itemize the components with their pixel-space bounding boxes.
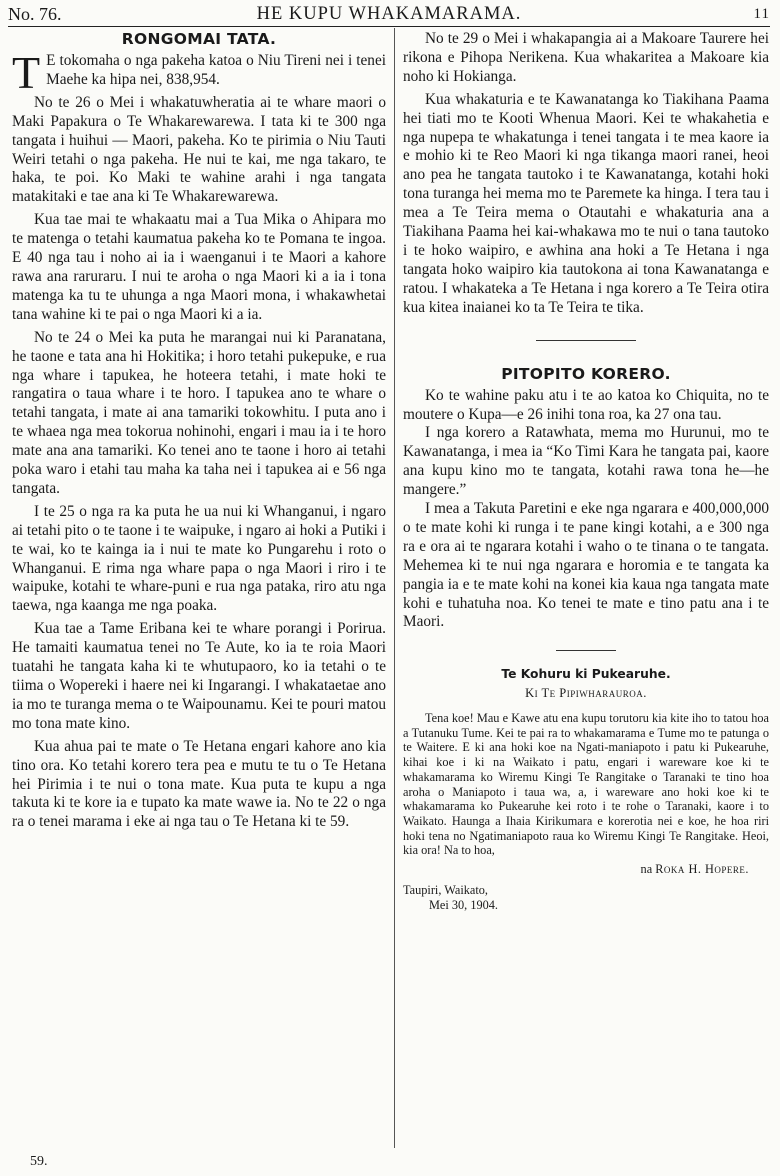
- issue-number: No. 76.: [8, 4, 62, 24]
- drop-cap: T: [12, 47, 41, 98]
- signature-name: Roka H. Hopere.: [655, 862, 749, 877]
- letter: [403, 667, 769, 912]
- column-divider: [394, 28, 395, 1148]
- section-heading-rongomai: RONGOMAI TATA.: [121, 30, 277, 48]
- article-paragraph: I mea a Takuta Paretini e eke nga ngarara e 400,000,000 o te mate kohi ki runga i te pane kingi kotahi, a e 300 nga ra e ora ai te ngarara kotahi i waho o te tinana o te tangata. Mehemea ki te nui nga ngarara e horomia e te tangata ka pangia ia e te mate kohi na konei kia kaua nga tangata mate kohi e tuhatuha noa. Ko tenei te mate e tino patu ana i te Maori.: [403, 500, 769, 631]
- left-column: [12, 30, 386, 832]
- article-paragraph: No te 24 o Mei ka puta he marangai nui ki Paranatana, he taone e tata ana hi Hokitika; i horo tetahi pukepuke, e rua nga whare i tapukea, he hoteera tetahi, i mate hoki te rangatira o taua whare i te horo. I tapukea ano te whare o tetahi tangata, i mate ai ana tamariki tokowhitu. I puta ano i te whaea nga mea tokorua nohinohi, engari i mau ia i te horo mate ana ana tamariki. Ko tenei ano te taone i horo ai tetahi poka waro i etahi tau maha ka taha nei i tapukea ai e 56 nga tangata.: [12, 328, 386, 497]
- publication-title: HE KUPU WHAKAMARAMA.: [256, 4, 522, 24]
- letter-separator: [556, 650, 616, 651]
- article-paragraph: Kua tae mai te whakaatu mai a Tua Mika o Ahipara mo te matenga o tetahi kaumatua pakeha ko te Pomana te ingoa. E 40 nga tau i noho ai ia i waenganui i te Maori a kahore rawa ana raruraru. I nui te aroha o nga Maori ki a ia i tona matenga ka tu te uhunga a nga Maori mona, i whakawhetai tana wahine ki te pai o nga Maori ki a ia.: [12, 211, 386, 323]
- article-paragraph: Kua whakaturia e te Kawanatanga ko Tiakihana Paama hei tiati mo te Kooti Whenua Maori. Kei te whakahetia e nga nupepa te whakatunga i tenei tangata i te mea kaore ia e mohio ki te Reo Maori ki nga tikanga maori ranei, heoi ano pea he tangata tautoko i te Kawanatanga, kotahi hoki tona turanga hei mema mo te Paremete ka hinga. I tera tau i mea a Te Teira mema o Otautahi e whakaturia ana a Tiakihana Paama hei kai-whakawa mo te nui o tana tautoko i te hoko waipiro, e awhina ana hoki a Te Hetana i nga tangata hoko waipiro kia tautokona ai tona Kawanatanga e ratou. I whakateka a Te Hetana i nga korero a Te Teira otira kua kitea inaianei ko ta Te Teira te tika.: [403, 90, 769, 316]
- letter-place-date: [403, 883, 769, 912]
- signature-prefix: na: [640, 862, 653, 877]
- article-paragraph: I nga korero a Ratawhata, mema mo Hurunui, mo te Kawanatanga, i mea ia “Ko Timi Kara he tangata pai, kaore ana kupu kino mo te tangata, kotahi rawa tona he—he mangere.”: [403, 424, 769, 499]
- letter-signature: [403, 862, 749, 877]
- footer-page-number: 59.: [30, 1154, 48, 1169]
- letter-date: Mei 30, 1904.: [429, 897, 498, 912]
- section-heading-pitopito: PITOPITO KORERO.: [501, 364, 671, 383]
- letter-place: Taupiri, Waikato,: [403, 883, 489, 898]
- article-paragraph: No te 26 o Mei i whakatuwheratia ai te whare maori o Maki Papakura o Te Whakarewarewa. I tata ki te 300 nga tangata i huihui — Maori, pakeha. Ko te pirimia o Niu Tauti Weiri tetahi o nga pakeha. He nui te kai, me nga takaro, te haka, te poi. Ko Maki te wahine arahi i nga tangata matakitaki e tae ana ki Te Whakarewarewa.: [12, 93, 386, 206]
- right-column: [403, 30, 769, 913]
- article-paragraph: Kua ahua pai te mate o Te Hetana engari kahore ano kia tino ora. Ko tetahi korero tera pea e mutu te tu o Te Hetana hei Pirimia i te nui o tona mate. Kua puta te kupu a nga takuta ki te kore ia e tupato ka mate wawe ia. No te 22 o nga ra o tenei marama i eke ai nga tau o Te Hetana ki te 59.: [12, 737, 386, 831]
- article-paragraph: No te 29 o Mei i whakapangia ai a Makoare Taurere hei rikona e Pihopa Nerikena. Kua whakaritea a Makoare kia noho ki Hokianga.: [403, 30, 769, 85]
- intro-paragraph: [12, 47, 386, 98]
- page-header: [8, 4, 770, 27]
- intro-text: E tokomaha o nga pakeha katoa o Niu Tireni nei i tenei Maehe ka hipa nei, 838,954.: [46, 52, 386, 88]
- section-separator: [536, 340, 636, 341]
- article-paragraph: Ko te wahine paku atu i te ao katoa ko Chiquita, no te moutere o Kupa—e 26 inihi tona roa, ka 27 ona tau.: [403, 386, 769, 423]
- article-paragraph: I te 25 o nga ra ka puta he ua nui ki Whanganui, i ngaro ai tetahi pito o te taone i te waipuke, i ngaro ai hoki a Putiki i te wai, ko te kainga ia i nui te mate ko Pungarehu i roto o Whanganui. E rima nga whare papa o nga Maori i riro i te waipuke, kotahi te whare-puni e rua nga pataka, riro atu nga taewa, nga kaanga me nga poaka.: [12, 502, 386, 615]
- letter-recipient: Ki Te Pipiwharauroa.: [525, 686, 647, 701]
- letter-body: Tena koe! Mau e Kawe atu ena kupu torutoru kia kite iho to tatou hoa a Tutanuku Tume. Kei te pai ra to whakamarama e Tume mo te patunga o te Waitere. E ki ana hoki koe na Ngati-maniapoto i patu ki Pukearuhe, kihai koe i ki na Waikato i patu, engari i wareware koe ki te whakamarama ko Wiremu Kingi Te Rangitake o Taranaki te tino hoa aroha o Maniapoto i taua wa, a, i wareware ano hoki koe ki te whakamarama ko Pukearuhe kei roto i te rohe o Taranaki, kaore i to Waikato. Haunga a Ihaia Kirikumara e korerotia nei e koe, he hoa riri hoki tena no Ngatimaniapoto raua ko Wiremu Kingi Te Rangitake. Heoi, kia ora! Na to hoa,: [403, 711, 769, 858]
- article-paragraph: Kua tae a Tame Eribana kei te whare porangi i Porirua. He tamaiti kaumatua tenei no Te Aute, ko ia te roia Maori tuatahi he tangata kaha ki te whutupaoro, ko ia tetahi o te tiima o Wopereki i haere nei ki Ingarangi. I whakataetae ano ia mo te turanga mema o te Waipounamu. Kei te pouri matou mo tona mate kino.: [12, 620, 387, 732]
- page-number: 11: [753, 6, 770, 22]
- letter-title: Te Kohuru ki Pukearuhe.: [501, 667, 671, 682]
